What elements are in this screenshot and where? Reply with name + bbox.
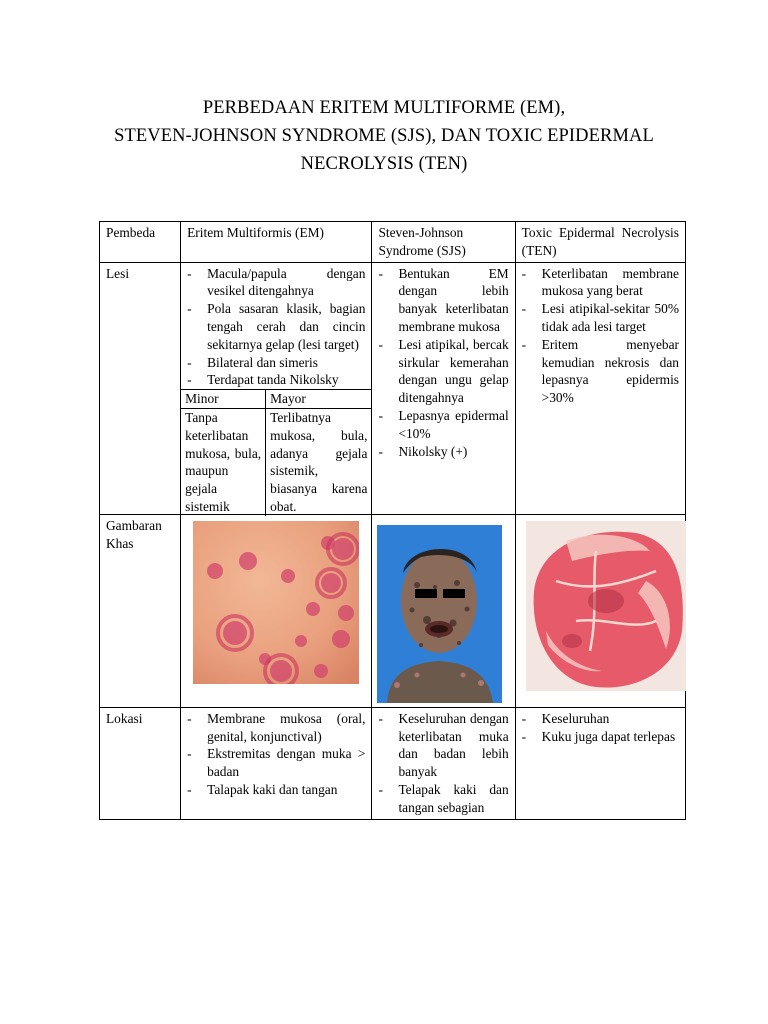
- lokasi-ten-list: [522, 710, 679, 746]
- label-gambaran: Gambaran Khas: [100, 514, 181, 707]
- minor-text: Tanpa keterlibatan mukosa, bula, maupun gejala sistemik: [181, 408, 266, 515]
- lokasi-ten-cell: [515, 707, 685, 819]
- document-title: [60, 94, 708, 178]
- header-row: [100, 222, 686, 263]
- list-item: - Macula/papula dengan vesikel ditengahnya: [187, 265, 365, 301]
- label-lesi: Lesi: [100, 262, 181, 514]
- title-line-1: PERBEDAAN ERITEM MULTIFORME (EM),: [202, 98, 566, 118]
- lokasi-em-list: [187, 710, 365, 799]
- list-item: - Eritem menyebar kemudian nekrosis dan lepasnya epidermis >30%: [522, 336, 679, 407]
- list-item: - Pola sasaran klasik, bagian tengah cerah dan cincin sekitarnya gelap (lesi target): [187, 300, 365, 353]
- list-item: - Talapak kaki dan tangan: [187, 781, 365, 799]
- list-item: - Lesi atipikal, bercak sirkular kemerahan dengan ungu gelap ditengahnya: [378, 336, 508, 407]
- mayor-text: Terlibatnya mukosa, bula, adanya gejala sistemik, biasanya karena obat.: [266, 408, 372, 515]
- list-item: - Terdapat tanda Nikolsky: [187, 371, 365, 389]
- list-item: - Ekstremitas dengan muka > badan: [187, 745, 365, 781]
- em-photo-cell: [181, 514, 372, 707]
- list-item: - Bentukan EM dengan lebih banyak keterlibatan membrane mukosa: [378, 265, 508, 336]
- minor-label: Minor: [181, 390, 266, 409]
- sjs-face-photo: [377, 525, 502, 703]
- row-gambaran: [100, 514, 686, 707]
- lokasi-em-cell: [181, 707, 372, 819]
- title-line-2: STEVEN-JOHNSON SYNDROME (SJS), DAN TOXIC EPIDERMAL: [114, 126, 654, 146]
- comparison-table: [99, 221, 686, 820]
- list-item: - Keterlibatan membrane mukosa yang berat: [522, 265, 679, 301]
- lesi-ten-cell: [515, 262, 685, 514]
- list-item: - Bilateral dan simeris: [187, 354, 365, 372]
- mayor-label: Mayor: [266, 390, 372, 409]
- row-lesi: [100, 262, 686, 514]
- label-lokasi: Lokasi: [100, 707, 181, 819]
- list-item: - Lepasnya epidermal <10%: [378, 407, 508, 443]
- sjs-photo-cell: [372, 514, 515, 707]
- em-minor-mayor-table: [181, 389, 371, 516]
- em-lesion-photo: [193, 521, 359, 691]
- title-line-3: NECROLYSIS (TEN): [300, 154, 468, 174]
- lesi-sjs-cell: [372, 262, 515, 514]
- list-item: - Kuku juga dapat terlepas: [522, 728, 679, 746]
- list-item: - Membrane mukosa (oral, genital, konjunctival): [187, 710, 365, 746]
- list-item: - Keseluruhan: [522, 710, 679, 728]
- lesi-sjs-list: [378, 265, 508, 461]
- header-pembeda: Pembeda: [100, 222, 181, 263]
- row-lokasi: [100, 707, 686, 819]
- lokasi-sjs-cell: [372, 707, 515, 819]
- list-item: - Keseluruhan dengan keterlibatan muka dan badan lebih banyak: [378, 710, 508, 781]
- lesi-em-list: [187, 265, 365, 390]
- ten-photo-cell: [515, 514, 685, 707]
- header-sjs: Steven-Johnson Syndrome (SJS): [372, 222, 515, 263]
- header-em: Eritem Multiformis (EM): [181, 222, 372, 263]
- list-item: - Telapak kaki dan tangan sebagian: [378, 781, 508, 817]
- header-ten: Toxic Epidermal Necrolysis (TEN): [515, 222, 685, 263]
- list-item: - Nikolsky (+): [378, 443, 508, 461]
- lesi-em-cell: [181, 262, 372, 514]
- ten-skin-photo: [526, 521, 686, 691]
- lokasi-sjs-list: [378, 710, 508, 817]
- lesi-ten-list: [522, 265, 679, 407]
- list-item: - Lesi atipikal-sekitar 50% tidak ada lesi target: [522, 300, 679, 336]
